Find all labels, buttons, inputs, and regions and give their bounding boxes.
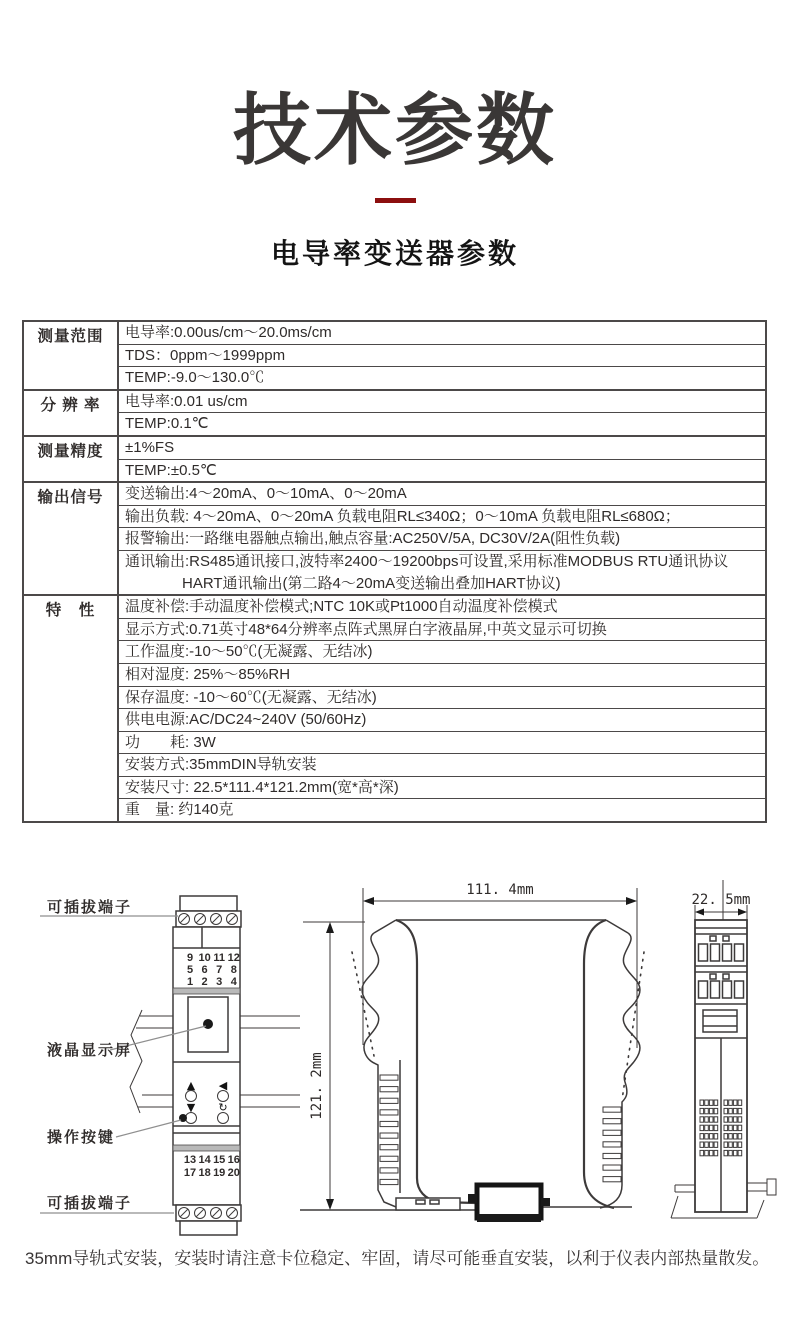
spec-row (23, 709, 766, 732)
terminal-number: 20 (227, 1167, 240, 1179)
spec-value-cell: 温度补偿:手动温度补偿模式;NTC 10K或Pt1000自动温度补偿模式 (118, 595, 766, 618)
terminal-number: 9 (186, 952, 194, 964)
spec-row (23, 528, 766, 551)
spec-label-cell: 特 性 (23, 595, 118, 822)
separator-band (173, 988, 240, 994)
spec-value-cell: 电导率:0.00us/cm～20.0ms/cm (118, 321, 766, 344)
spec-value-cell: 相对湿度: 25%～85%RH (118, 663, 766, 686)
spec-row (23, 436, 766, 459)
title-divider (375, 198, 416, 203)
terminal-number: 13 (183, 1154, 197, 1166)
spec-row (23, 505, 766, 528)
label-lcd: 液晶显示屏 (47, 1042, 133, 1059)
terminal-number: 11 (213, 952, 226, 964)
din-rail-clip (468, 1185, 550, 1222)
spec-value-cell: 电导率:0.01 us/cm (118, 390, 766, 413)
device-side-outline (300, 920, 640, 1210)
label-buttons: 操作按键 (47, 1129, 116, 1146)
spec-row (23, 344, 766, 367)
terminal-number: 2 (201, 976, 208, 988)
spec-value-cell: 供电电源:AC/DC24~240V (50/60Hz) (118, 709, 766, 732)
height-dimension: 121. 2mm (309, 1052, 325, 1120)
spec-row (23, 367, 766, 390)
spec-row (23, 686, 766, 709)
spec-label-cell: 测量范围 (23, 321, 118, 390)
spec-table-wrap (22, 320, 767, 823)
spec-value-cell: TEMP:-9.0～130.0℃ (118, 367, 766, 390)
terminal-number: 4 (230, 976, 237, 988)
spec-row (23, 618, 766, 641)
terminal-number: 14 (198, 1154, 211, 1166)
spec-row (23, 573, 766, 596)
spec-label-cell: 分 辨 率 (23, 390, 118, 436)
spec-row (23, 754, 766, 777)
enter-arrow-icon: ↻ (218, 1101, 228, 1114)
spec-label-cell: 输出信号 (23, 482, 118, 595)
spec-row (23, 663, 766, 686)
terminal-number: 10 (198, 952, 211, 964)
spec-value-cell: 通讯输出:RS485通讯接口,波特率2400～19200bps可设置,采用标准MODBUS RTU通讯协议 (118, 550, 766, 572)
device-front-view-figure (20, 870, 300, 1245)
spec-row (23, 595, 766, 618)
spec-value-cell: ±1%FS (118, 436, 766, 459)
label-bottom-terminal: 可插拔端子 (47, 1195, 133, 1212)
spec-value-cell: HART通讯输出(第二路4～20mA变送输出叠加HART协议) (118, 573, 766, 596)
vent-slots-left (380, 1075, 398, 1185)
spec-row (23, 390, 766, 413)
terminal-number: 6 (201, 964, 208, 976)
terminal-number: 19 (213, 1167, 226, 1179)
terminal-number: 16 (227, 1154, 240, 1166)
spec-table (22, 320, 767, 823)
terminal-number: 8 (230, 964, 237, 976)
separator-band (173, 1145, 240, 1151)
spec-value-cell: TEMP:0.1℃ (118, 413, 766, 436)
install-note: 35mm导轨式安装，安装时请注意卡位稳定、牢固，请尽可能垂直安装，以利于仪表内部热量散发。 (25, 1249, 770, 1268)
label-top-terminal: 可插拔端子 (47, 899, 133, 916)
spec-row (23, 641, 766, 664)
lcd-leader-dot (203, 1019, 213, 1029)
terminal-number: 18 (198, 1167, 211, 1179)
spec-value-cell: 输出负载: 4～20mA、0～20mA 负载电阻RL≤340Ω；0～10mA 负载电阻RL≤680Ω； (118, 505, 766, 528)
terminal-number: 15 (213, 1154, 226, 1166)
terminal-number: 3 (216, 976, 223, 988)
spec-row (23, 482, 766, 505)
break-lines (352, 952, 644, 1100)
spec-value-cell: TEMP:±0.5℃ (118, 459, 766, 482)
device-end-view-figure (660, 860, 790, 1245)
left-arrow-icon: ◀ (218, 1079, 228, 1092)
spec-value-cell: 安装方式:35mmDIN导轨安装 (118, 754, 766, 777)
spec-value-cell: 报警输出:一路继电器触点输出,触点容量:AC250V/5A, DC30V/2A(阻性负载) (118, 528, 766, 551)
spec-row (23, 413, 766, 436)
down-arrow-icon: ▼ (186, 1101, 196, 1114)
spec-row (23, 550, 766, 572)
up-arrow-icon: ▲ (186, 1079, 196, 1092)
spec-label-cell: 测量精度 (23, 436, 118, 482)
device-end-outline (695, 920, 747, 1212)
spec-value-cell: 功 耗: 3W (118, 731, 766, 754)
spec-value-cell: 重 量: 约140克 (118, 799, 766, 822)
terminal-number: 12 (227, 952, 240, 964)
page-title: 技术参数 (232, 86, 557, 174)
spec-row (23, 731, 766, 754)
spec-row (23, 776, 766, 799)
spec-row (23, 321, 766, 344)
spec-value-cell: 显示方式:0.71英寸48*64分辨率点阵式黑屏白字液晶屏,中英文显示可切换 (118, 618, 766, 641)
spec-row (23, 459, 766, 482)
depth-dimension: 22. 5mm (691, 892, 751, 908)
terminal-number: 5 (186, 964, 194, 976)
dimension-lines (303, 888, 637, 1210)
terminal-number: 17 (183, 1167, 197, 1179)
spec-value-cell: 变送输出:4～20mA、0～10mA、0～20mA (118, 482, 766, 505)
terminal-number: 7 (216, 964, 223, 976)
vent-slots-right (603, 1107, 621, 1182)
spec-value-cell: 工作温度:-10～50℃(无凝露、无结冰) (118, 641, 766, 664)
terminal-number: 1 (186, 976, 194, 988)
device-front-outline (173, 896, 241, 1235)
section-subtitle: 电导率变送器参数 (270, 238, 519, 269)
spec-value-cell: TDS：0ppm～1999ppm (118, 344, 766, 367)
spec-value-cell: 安装尺寸: 22.5*111.4*121.2mm(宽*高*深) (118, 776, 766, 799)
device-side-view-figure (300, 860, 670, 1245)
spec-value-cell: 保存温度: -10～60℃(无凝露、无结冰) (118, 686, 766, 709)
spec-row (23, 799, 766, 822)
width-dimension: 111. 4mm (466, 882, 534, 898)
